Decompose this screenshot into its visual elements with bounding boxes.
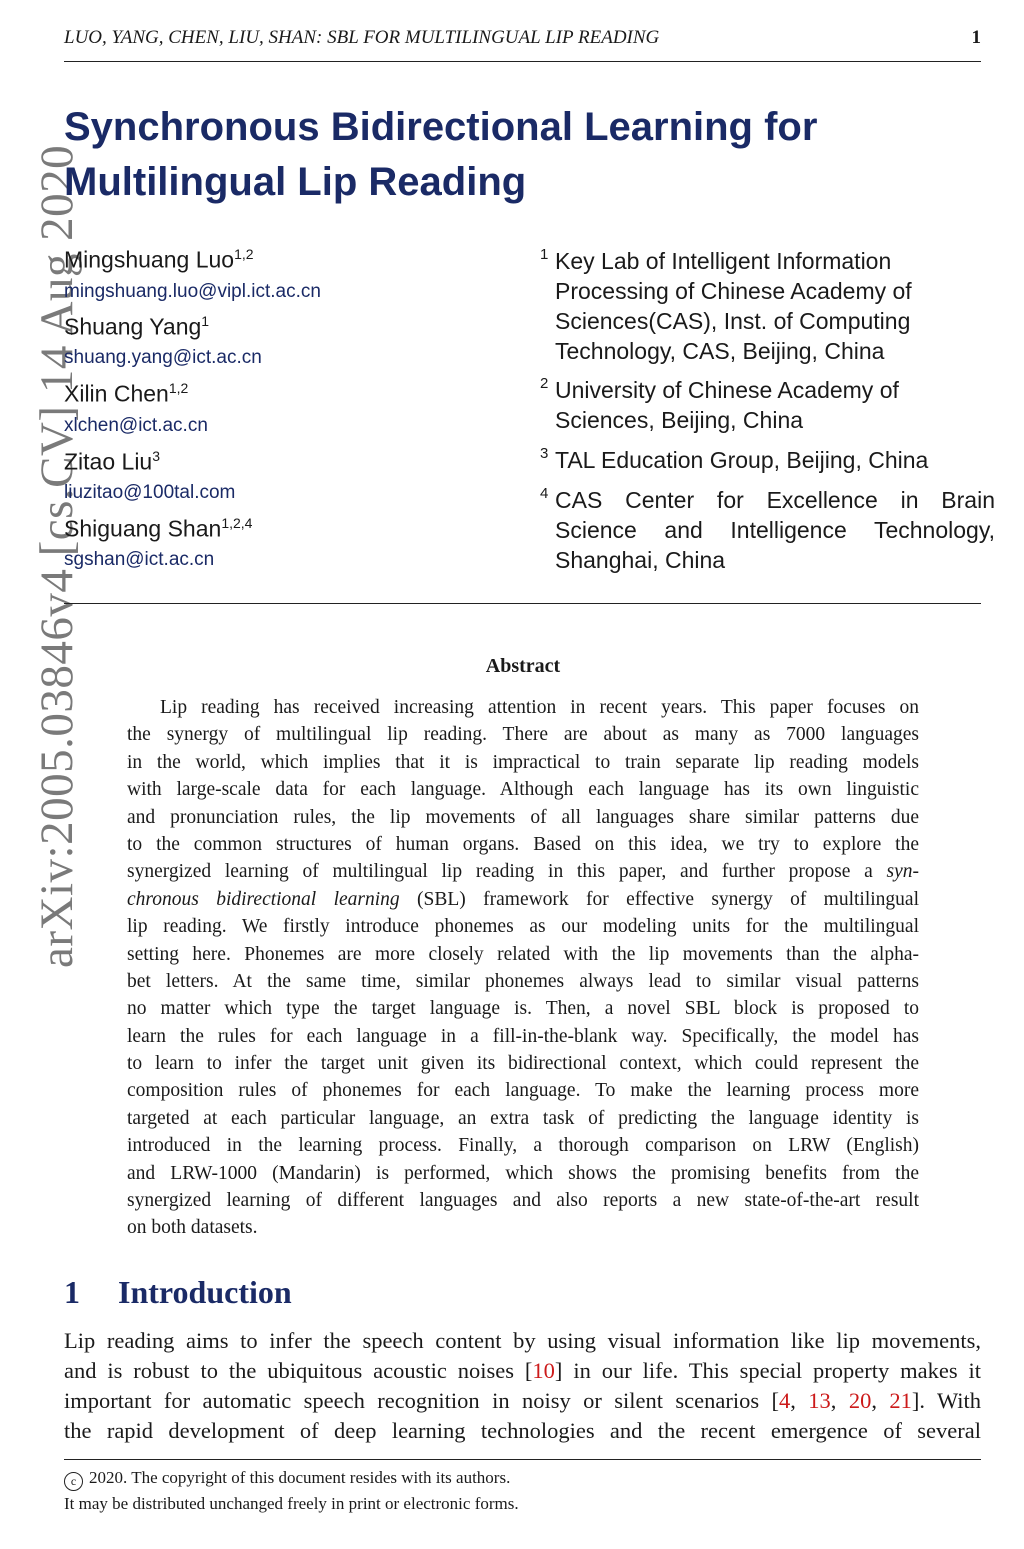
- citation-link[interactable]: 10: [532, 1358, 555, 1383]
- author-email[interactable]: xlchen@ict.ac.cn: [64, 415, 208, 436]
- author-email[interactable]: shuang.yang@ict.ac.cn: [64, 347, 262, 368]
- running-title: LUO, YANG, CHEN, LIU, SHAN: SBL FOR MULTILINGUAL LIP READING: [64, 27, 660, 48]
- section-divider: [64, 603, 981, 604]
- author-name: Shiguang Shan$^{1,2,4}$: [64, 515, 253, 542]
- author-email[interactable]: liuzitao@100tal.com: [64, 482, 236, 503]
- abstract-body: Lip reading has received increasing attention in recent years. This paper focuses on the synergy of multilingual lip reading. There are about as many as 7000 languages in the world, which implies that it is impractical to train separate lip reading models with large-scale data for each language. Although each language has its own linguistic and pronunciation rules, the lip movements of all languages share similar patterns due to the common structures of human organs. Based on this idea, we try to explore the synergized learning of multilingual lip reading in this paper, and further propose a syn- chronous bidirectional learning (SBL) framework for effective synergy of multilingual lip reading. We firstly introduce phonemes as our modeling units for the multilingual setting here. Phonemes are more closely related with the lip movements than the alpha- bet letters. At the same time, similar phonemes always lead to similar visual patterns no matter which type the target language is. Then, a novel SBL block is proposed to learn the rules for each language in a fill-in-the-blank way. Specifically, the model has to learn to infer the target unit given its bidirectional context, which could represent the composition rules of phonemes for each language. To make the learning process more targeted at each particular language, an extra task of predicting the language identity is introduced in the learning process. Finally, a thorough comparison on LRW (English) and LRW-1000 (Mandarin) is performed, which shows the promising benefits from the synergized learning of different languages and also reports a new state-of-the-art result on both datasets.: [127, 697, 920, 1239]
- author-name: Zitao Liu$^3$: [64, 448, 161, 475]
- citation-link[interactable]: 21: [889, 1388, 912, 1413]
- author-email[interactable]: sgshan@ict.ac.cn: [64, 549, 215, 570]
- citation-link[interactable]: 4: [779, 1388, 791, 1413]
- author-name: Shuang Yang$^1$: [64, 313, 210, 340]
- citation-link[interactable]: 13: [808, 1388, 831, 1413]
- citation-link[interactable]: 20: [848, 1388, 872, 1413]
- abstract-heading: Abstract: [485, 655, 561, 677]
- paper-title: [64, 100, 964, 210]
- affiliation: 4 CAS Center for Excellence in Brain Science and Intelligence Technology, Shanghai, China: [540, 485, 995, 573]
- title-line-2: Multilingual Lip Reading: [64, 160, 527, 204]
- introduction-body: Lip reading aims to infer the speech content by using visual information like lip movements, and is robust to the ubiquitous acoustic noises [10] in our life. This special property makes it important for automatic speech recognition in noisy or silent scenarios [4, 13, 20, 21]. With the rapid development of deep learning technologies and the recent emergence of several: [64, 1328, 982, 1443]
- affiliation: 3 TAL Education Group, Beijing, China: [540, 445, 929, 473]
- running-header: [64, 27, 981, 53]
- author-email[interactable]: mingshuang.luo@vipl.ict.ac.cn: [64, 281, 321, 302]
- page-number: 1: [971, 27, 981, 48]
- footer-divider: [64, 1459, 981, 1460]
- section-title: Introduction: [118, 1274, 292, 1310]
- section-number: 1: [64, 1274, 80, 1310]
- section-heading: [64, 1274, 292, 1311]
- copyright-icon: c: [64, 1472, 83, 1491]
- arxiv-stamp: arXiv:2005.03846v4 [cs.CV] 14 Aug 2020: [31, 144, 83, 968]
- affiliation: 1 Key Lab of Intelligent Information Processing of Chinese Academy of Sciences(CAS), Inst. of Computing Technology, CAS, Beijing, China: [540, 246, 912, 364]
- affiliation: 2 University of Chinese Academy of Sciences, Beijing, China: [540, 375, 899, 433]
- copyright-footer: c 2020. The copyright of this document resides with its authors. It may be distributed unchanged freely in print or electronic forms.: [64, 1468, 519, 1513]
- author-name: Xilin Chen$^{1,2}$: [64, 380, 189, 407]
- header-divider: [64, 61, 981, 62]
- title-line-1: Synchronous Bidirectional Learning for: [64, 105, 818, 149]
- author-name: Mingshuang Luo$^{1,2}$: [64, 246, 254, 273]
